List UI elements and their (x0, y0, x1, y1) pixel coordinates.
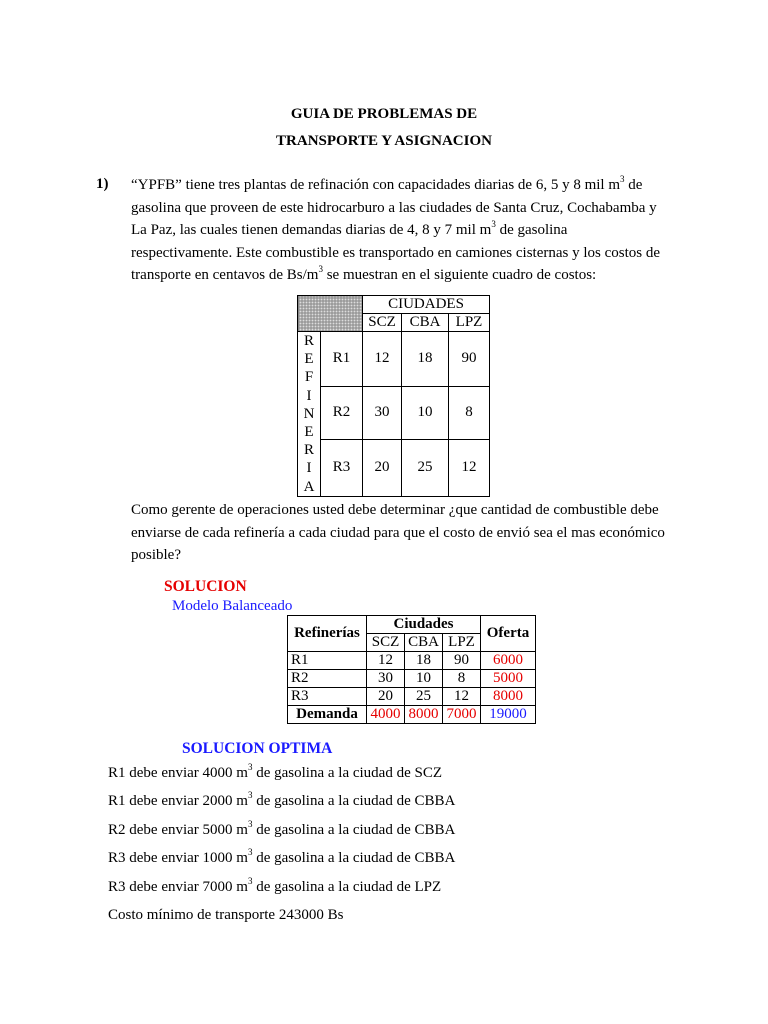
cost-cell: 30 (367, 670, 405, 688)
cost-cell: 90 (449, 332, 490, 387)
cost-cell: 25 (402, 440, 449, 497)
row-label: R3 (288, 688, 367, 706)
demanda-label: Demanda (288, 706, 367, 724)
refineria-side-label: R E F I N E R I A (298, 332, 321, 497)
demanda-cell: 4000 (367, 706, 405, 724)
cost-cell: 30 (363, 386, 402, 440)
cost-cell: 20 (367, 688, 405, 706)
col-header: LPZ (443, 634, 481, 652)
cost-cell: 8 (443, 670, 481, 688)
col-header: SCZ (367, 634, 405, 652)
question-line-3: posible? (131, 547, 181, 563)
row-label: R3 (321, 440, 363, 497)
ciudades-header: Ciudades (367, 616, 481, 634)
problem-line-4: respectivamente. Este combustible es transportado en camiones cisternas y los costos de (131, 244, 661, 261)
oferta-cell: 6000 (481, 652, 536, 670)
cost-table (297, 295, 490, 497)
problem-number: 1) (96, 176, 109, 192)
page-title-line2: TRANSPORTE Y ASIGNACION (276, 133, 492, 149)
answer-line-2: R1 debe enviar 2000 $m^3$ de gasolina a la ciudad de CBBA (108, 790, 456, 809)
answer-line-1: R1 debe enviar 4000 $m^3$ de gasolina a la ciudad de SCZ (108, 762, 442, 781)
cost-cell: 10 (405, 670, 443, 688)
cost-cell: 8 (449, 386, 490, 440)
problem-line-1: “YPFB” tiene tres plantas de refinación con capacidades diarias de 6, 5 y 8 mil $m^3$ de (131, 174, 643, 193)
modelo-balanceado-label: Modelo Balanceado (172, 598, 293, 614)
total-cell: 19000 (481, 706, 536, 724)
row-label: R1 (321, 332, 363, 387)
problem-line-5: transporte en centavos de $Bs/m^3$ se muestran en el siguiente cuadro de costos: (131, 264, 597, 283)
answer-line-5: R3 debe enviar 7000 $m^3$ de gasolina a la ciudad de LPZ (108, 876, 442, 895)
col-header: CBA (405, 634, 443, 652)
demanda-cell: 7000 (443, 706, 481, 724)
solucion-optima-heading: SOLUCION OPTIMA (182, 740, 333, 757)
cost-cell: 20 (363, 440, 402, 497)
answer-line-4: R3 debe enviar 1000 $m^3$ de gasolina a la ciudad de CBBA (108, 847, 456, 866)
cost-cell: 25 (405, 688, 443, 706)
demanda-cell: 8000 (405, 706, 443, 724)
cost-cell: 10 (402, 386, 449, 440)
cost-cell: 12 (363, 332, 402, 387)
col-header: SCZ (363, 314, 402, 332)
oferta-cell: 5000 (481, 670, 536, 688)
col-header: LPZ (449, 314, 490, 332)
cost-cell: 12 (443, 688, 481, 706)
cost-cell: 12 (367, 652, 405, 670)
problem-statement (131, 174, 684, 287)
oferta-cell: 8000 (481, 688, 536, 706)
cost-cell: 18 (402, 332, 449, 387)
answer-line-3: R2 debe enviar 5000 $m^3$ de gasolina a la ciudad de CBBA (108, 819, 456, 838)
solucion-heading: SOLUCION (164, 578, 247, 595)
question-line-2: enviarse de cada refinería a cada ciudad para que el costo de envió sea el mas económico (131, 524, 665, 541)
page-title-line1: GUIA DE PROBLEMAS DE (290, 106, 478, 122)
refinerias-header: Refinerías (288, 616, 367, 652)
problem-line-2: gasolina que proveen de este hidrocarburo a las ciudades de Santa Cruz, Cochabamba y (131, 199, 657, 216)
col-header: CBA (402, 314, 449, 332)
question-line-1: Como gerente de operaciones usted debe determinar ¿que cantidad de combustible debe (131, 502, 659, 518)
hatched-corner-cell (298, 296, 363, 332)
ciudades-header: CIUDADES (363, 296, 490, 314)
cost-cell: 18 (405, 652, 443, 670)
costo-minimo-line: Costo mínimo de transporte 243000 Bs (108, 907, 344, 923)
balanced-model-table (287, 615, 536, 724)
oferta-header: Oferta (481, 616, 536, 652)
row-label: R1 (288, 652, 367, 670)
row-label: R2 (288, 670, 367, 688)
problem-line-3: La Paz, las cuales tienen demandas diarias de 4, 8 y 7 mil $m^3$ de gasolina (131, 219, 568, 238)
cost-cell: 12 (449, 440, 490, 497)
question-text (131, 499, 684, 567)
row-label: R2 (321, 386, 363, 440)
cost-cell: 90 (443, 652, 481, 670)
